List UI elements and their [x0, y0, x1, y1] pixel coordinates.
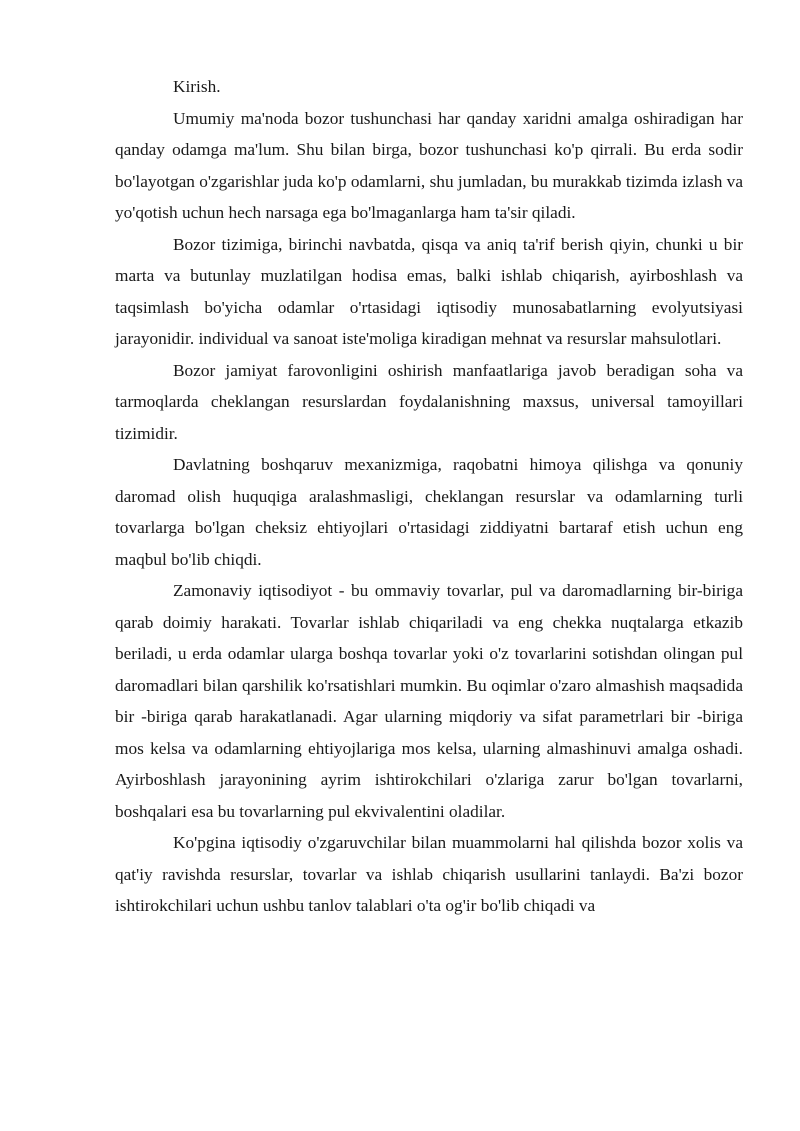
section-heading: Kirish. [173, 77, 221, 96]
paragraph-2: Bozor tizimiga, birinchi navbatda, qisqa va aniq ta'rif berish qiyin, chunki u bir marta va butunlay muzlatilgan hodisa emas, balki ishlab chiqarish, ayirboshlash va taqsimlash bo'yicha odamlar o'rtasidagi iqtisodiy munosabatlarning evolyutsiyasi jarayonidir. individual va sanoat iste'moliga kiradigan mehnat va resurslar mahsulotlari. [115, 234, 743, 348]
paragraph-1: Umumiy ma'noda bozor tushunchasi har qanday xaridni amalga oshiradigan har qanday odamga ma'lum. Shu bilan birga, bozor tushunchasi ko'p qirrali. Bu erda sodir bo'layotgan o'zgarishlar juda ko'p odamlarni, shu jumladan, bu murakkab tizimda izlash va yo'qotish uchun hech narsaga ega bo'lmaganlarga ham ta'sir qiladi. [115, 108, 743, 222]
document-body [115, 71, 743, 922]
paragraph-5: Zamonaviy iqtisodiyot - bu ommaviy tovarlar, pul va daromadlarning bir-biriga qarab doimiy harakati. Tovarlar ishlab chiqariladi va eng chekka nuqtalarga etkazib beriladi, u erda odamlar ularga boshqa tovarlar yoki o'z tovarlarini sotishdan olingan pul daromadlari bilan qarshilik ko'rsatishlari mumkin. Bu oqimlar o'zaro almashish maqsadida bir -biriga qarab harakatlanadi. Agar ularning miqdoriy va sifat parametrlari bir -biriga mos kelsa va odamlarning ehtiyojlariga mos kelsa, ularning almashinuvi amalga oshadi. Ayirboshlash jarayonining ayrim ishtirokchilari o'zlariga zarur bo'lgan tovarlarni, boshqalari esa bu tovarlarning pul ekvivalentini oladilar. [115, 581, 743, 821]
paragraph-6: Ko'pgina iqtisodiy o'zgaruvchilar bilan muammolarni hal qilishda bozor xolis va qat'iy ravishda resurslar, tovarlar va ishlab chiqarish usullarini tanlaydi. Ba'zi bozor ishtirokchilari uchun ushbu tanlov talablari o'ta og'ir bo'lib chiqadi va [115, 833, 743, 915]
paragraph-3: Bozor jamiyat farovonligini oshirish manfaatlariga javob beradigan soha va tarmoqlarda cheklangan resurslardan foydalanishning maxsus, universal tamoyillari tizimidir. [115, 360, 743, 443]
paragraph-4: Davlatning boshqaruv mexanizmiga, raqobatni himoya qilishga va qonuniy daromad olish huquqiga aralashmasligi, cheklangan resurslar va odamlarning turli tovarlarga bo'lgan cheksiz ehtiyojlari o'rtasidagi ziddiyatni bartaraf etish uchun eng maqbul bo'lib chiqdi. [115, 455, 743, 569]
